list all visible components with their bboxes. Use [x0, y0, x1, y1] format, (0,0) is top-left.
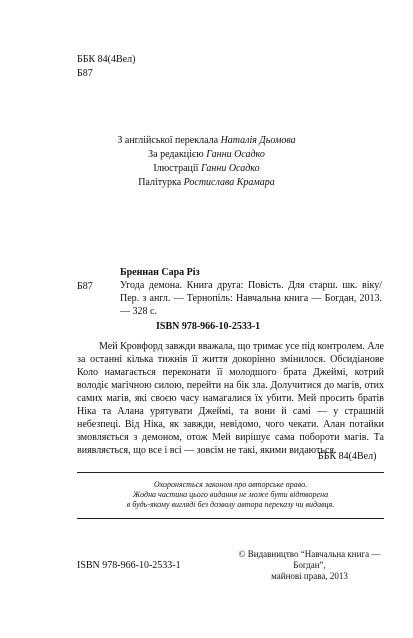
credit-cover-name: Ростислава Крамара [183, 177, 275, 188]
publisher-notice [232, 549, 387, 582]
author-heading: Бреннан Сара Різ [120, 267, 200, 278]
description-text: Угода демона. Книга друга: Повість. Для старш. шк. віку/Пер. з англ. — Тернопіль: Навчальна книга — Богдан, 2013. — 328 с. [120, 280, 382, 317]
credit-translation [0, 135, 413, 147]
annotation [77, 340, 384, 457]
divider-rule-top [77, 472, 384, 473]
credit-illustrations-prefix: Ілюстрації [153, 163, 199, 174]
publisher-line-2: майнові права, 2013 [271, 571, 348, 581]
bbk-classification: ББК 84(4Вел) [77, 54, 136, 65]
credit-cover [0, 177, 413, 189]
bibliographic-isbn: ISBN 978-966-10-2533-1 [156, 321, 261, 332]
credit-editor-name: Ганни Осадко [206, 149, 265, 160]
annotation-text: Мей Кровфорд завжди вважала, що тримає усе під контролем. Але за останні кілька тижнів її життя докорінно змінилося. Обсидіанове Коло намагається переконати її молодшого брата Джеймі, котрий володіє магічною силою, перейти на бік зла. Долучитися до магів, отих самих магів, які своєю часу намагалися їх убити. Мей просить братів Ніка та Алана урятувати Джеймі, та вони й самі — у страшній небезпеці. Від Ніка, як завжди, невідомо, чого чекати. Алан потайки змовляється з демоном, отож Мей вирішує сама побороти магів. Та виявляється, що все і всі — зовсім не такі, якими видаються. [77, 341, 384, 456]
credit-translation-prefix: З англійської переклала [117, 135, 219, 146]
copyright-notice [77, 480, 384, 510]
copyright-line-1: Охороняється законом про авторське право. [153, 480, 308, 489]
footer-isbn: ISBN 978-966-10-2533-1 [77, 560, 181, 571]
credit-illustrations-name: Ганни Осадко [200, 163, 260, 174]
credit-illustrations [0, 163, 413, 175]
credit-editor [0, 149, 413, 161]
divider-rule-bottom [77, 518, 384, 519]
bbk-bottom: ББК 84(4Вел) [318, 451, 377, 462]
credit-translation-name: Наталія Дьомова [220, 135, 296, 146]
credit-cover-prefix: Палітурка [138, 177, 182, 188]
credit-editor-prefix: За редакцією [148, 149, 204, 160]
bibliographic-code: Б87 [77, 281, 93, 292]
copyright-line-3: в будь-якому вигляді без дозволу автора переказу чи видавця. [126, 500, 335, 509]
bibliographic-description [120, 279, 382, 318]
author-code: Б87 [77, 68, 93, 79]
copyright-line-2: Жодна частина цього видання не може бути відтворена [132, 490, 329, 499]
publisher-line-1: © Видавництво “Навчальна книга — Богдан”, [238, 549, 381, 570]
